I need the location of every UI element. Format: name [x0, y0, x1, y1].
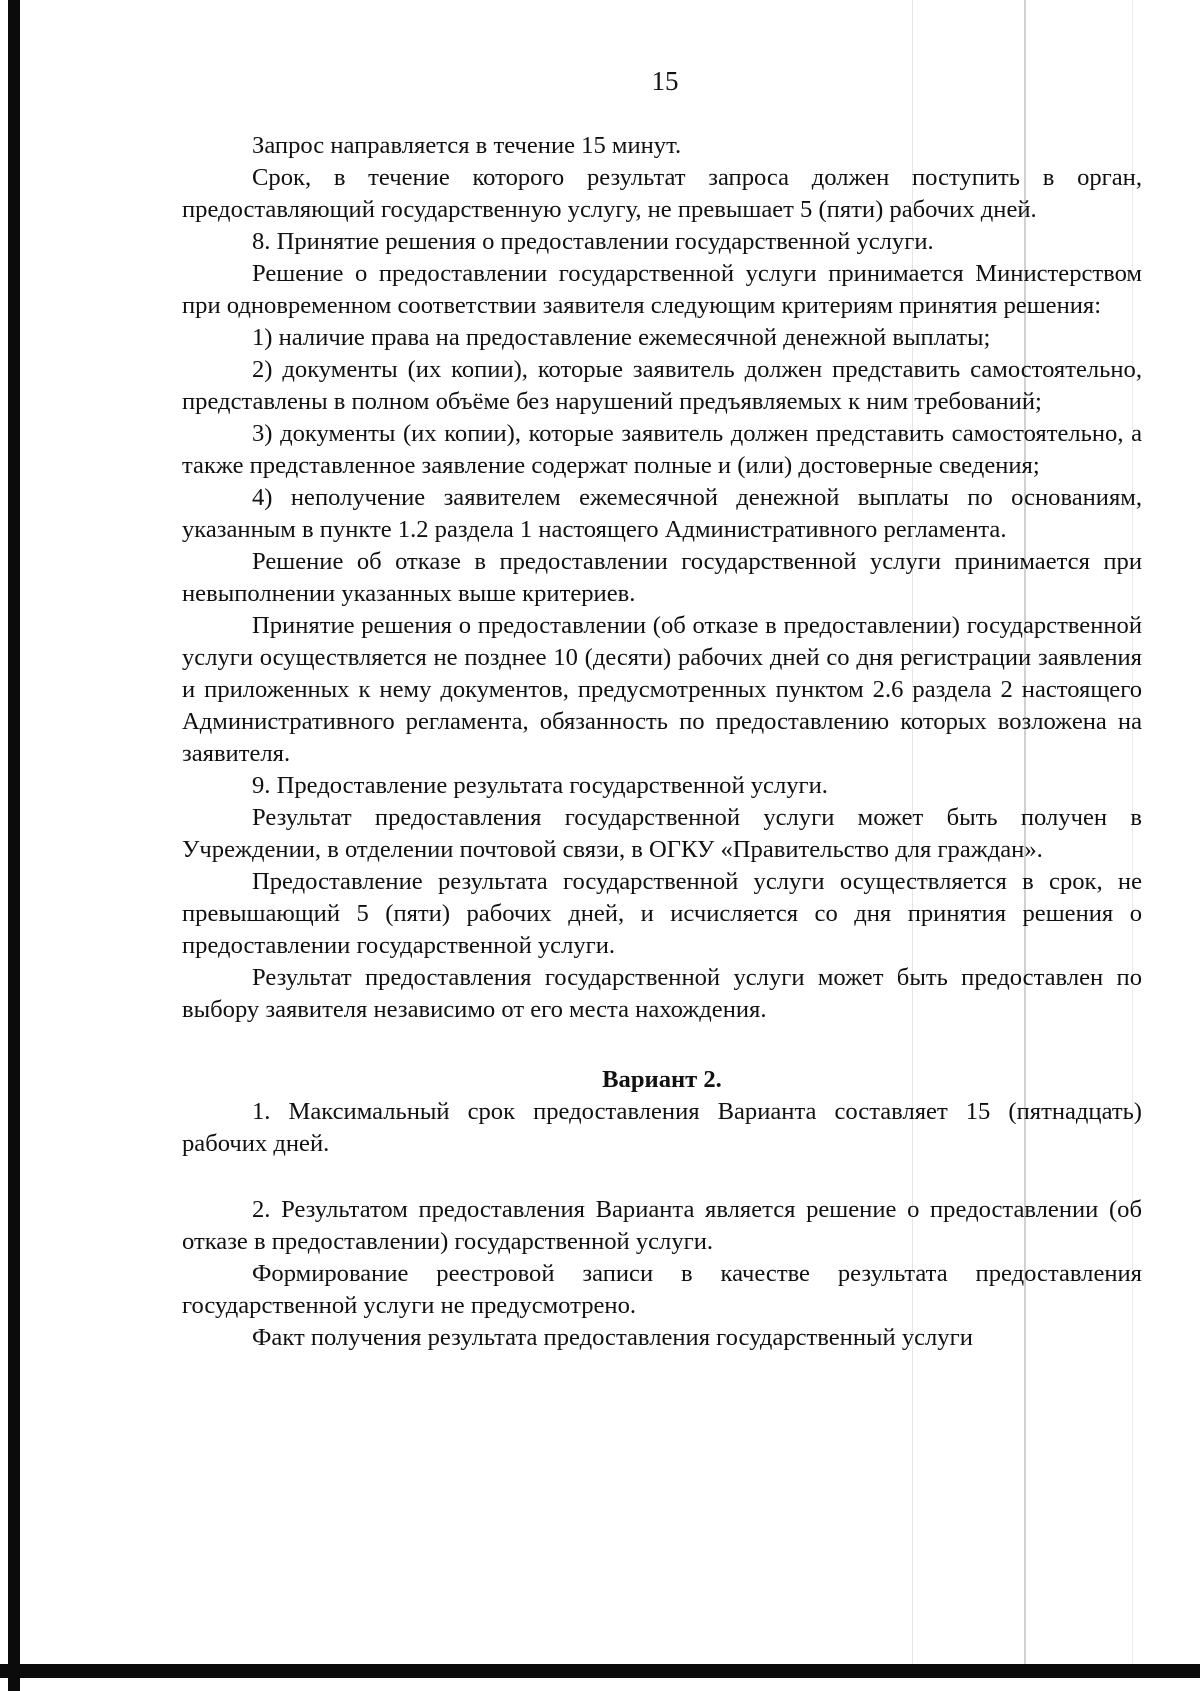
paragraph: Запрос направляется в течение 15 минут.: [252, 132, 682, 159]
paragraph: Решение об отказе в предоставлении государственной услуги принимается при невыполнении указанных выше критериев.: [182, 548, 1142, 607]
paragraph: Факт получения результата предоставления государственный услуги: [252, 1324, 973, 1351]
section-item-8: 8. Принятие решения о предоставлении государственной услуги.: [252, 228, 934, 255]
criteria-item-2: 2) документы (их копии), которые заявитель должен представить самостоятельно, представлены в полном объёме без нарушений предъявляемых к ним требований;: [182, 356, 1142, 415]
criteria-item-1: 1) наличие права на предоставление ежемесячной денежной выплаты;: [252, 324, 991, 351]
scan-edge-left: [8, 0, 20, 1691]
paragraph: Решение о предоставлении государственной услуги принимается Министерством при одновременном соответствии заявителя следующим критериям принятия решения:: [182, 260, 1142, 319]
paragraph: Результат предоставления государственной услуги может быть получен в Учреждении, в отделении почтовой связи, в ОГКУ «Правительство для граждан».: [182, 804, 1142, 863]
paragraph: Формирование реестровой записи в качестве результата предоставления государственной услуги не предусмотрено.: [182, 1260, 1142, 1319]
scan-edge-bottom: [0, 1664, 1200, 1678]
variant-heading: Вариант 2.: [602, 1066, 722, 1093]
paragraph: Результат предоставления государственной услуги может быть предоставлен по выбору заявителя независимо от его места нахождения.: [182, 964, 1142, 1023]
paragraph: Предоставление результата государственной услуги осуществляется в срок, не превышающий 5 (пяти) рабочих дней, и исчисляется со дня принятия решения о предоставлении государственной услуги.: [182, 868, 1142, 959]
criteria-item-4: 4) неполучение заявителем ежемесячной денежной выплаты по основаниям, указанным в пункте 1.2 раздела 1 настоящего Административного регламента.: [182, 484, 1142, 543]
document-body: [182, 130, 1142, 1354]
variant-item-1: 1. Максимальный срок предоставления Варианта составляет 15 (пятнадцать) рабочих дней.: [182, 1098, 1142, 1157]
paragraph: Принятие решения о предоставлении (об отказе в предоставлении) государственной услуги осуществляется не позднее 10 (десяти) рабочих дней со дня регистрации заявления и приложенных к нему документов, предусмотренных пунктом 2.6 раздела 2 настоящего Административного регламента, обязанность по предоставлению которых возложена на заявителя.: [182, 612, 1142, 767]
paragraph: Срок, в течение которого результат запроса должен поступить в орган, предоставляющий государственную услугу, не превышает 5 (пяти) рабочих дней.: [182, 164, 1142, 223]
variant-item-2: 2. Результатом предоставления Варианта является решение о предоставлении (об отказе в предоставлении) государственной услуги.: [182, 1196, 1142, 1255]
page-number: 15: [651, 66, 679, 96]
criteria-item-3: 3) документы (их копии), которые заявитель должен представить самостоятельно, а также представленное заявление содержат полные и (или) достоверные сведения;: [182, 420, 1142, 479]
section-item-9: 9. Предоставление результата государственной услуги.: [252, 772, 828, 799]
